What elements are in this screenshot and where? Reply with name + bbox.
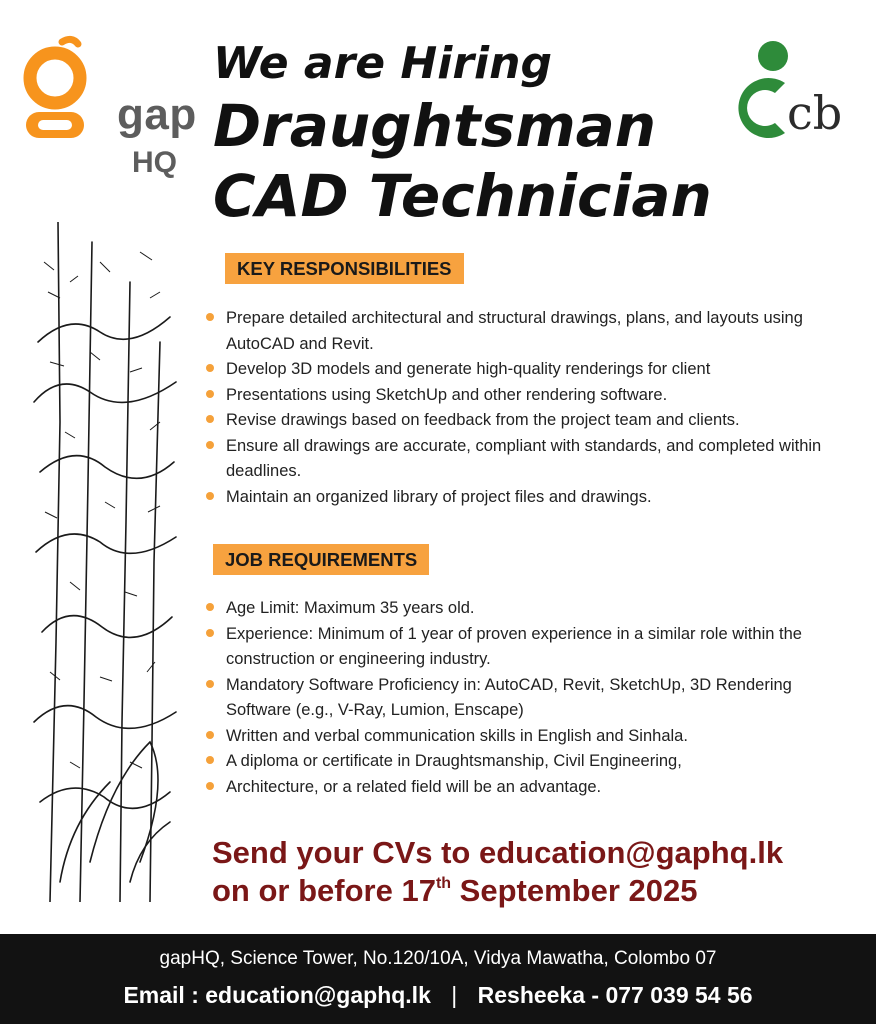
list-item: Maintain an organized library of project files and drawings. [205,485,835,511]
headline-hiring: We are Hiring [213,38,552,89]
job-requirements-list [205,596,835,800]
gaphq-logo [22,34,197,179]
gaphq-logo-sub: HQ [132,146,177,179]
list-item: A diploma or certificate in Draughtsmanship, Civil Engineering, [205,749,835,775]
cta-deadline [212,873,697,909]
gaphq-g-mark [22,34,92,144]
cta-send-cv: Send your CVs to education@gaphq.lk [212,835,784,870]
footer [0,934,876,1024]
list-item: Presentations using SketchUp and other rendering software. [205,383,835,409]
icb-mark [735,38,795,148]
gaphq-logo-word: gap [117,90,197,139]
footer-email: education@gaphq.lk [205,982,431,1008]
list-item: Age Limit: Maximum 35 years old. [205,596,835,622]
job-requirements-heading: JOB REQUIREMENTS [213,544,429,575]
foliage-illustration [30,222,180,902]
cta-deadline-suffix: September 2025 [451,873,698,908]
footer-phone-contact: Resheeka - 077 039 54 56 [477,982,753,1008]
headline-role-1: Draughtsman [213,92,657,160]
cta-deadline-prefix: on or before 17 [212,873,436,908]
cta-deadline-ordinal: th [435,875,452,892]
list-item: Mandatory Software Proficiency in: AutoCAD, Revit, SketchUp, 3D Rendering Software (e.g., V-Ray, Lumion, Enscape) [205,673,835,724]
key-responsibilities-list [205,306,835,510]
footer-address: gapHQ, Science Tower, No.120/10A, Vidya Mawatha, Colombo 07 [159,948,717,969]
list-item: Revise drawings based on feedback from the project team and clients. [205,408,835,434]
list-item: Written and verbal communication skills in English and Sinhala. [205,724,835,750]
list-item: Develop 3D models and generate high-quality renderings for client [205,357,835,383]
headline-role-2: CAD Technician [213,162,712,230]
list-item: Architecture, or a related field will be an advantage. [205,775,835,801]
list-item: Ensure all drawings are accurate, compliant with standards, and completed within deadlines. [205,434,835,485]
icb-logo-text: cb [787,86,843,140]
list-item: Experience: Minimum of 1 year of proven experience in a similar role within the construction or engineering industry. [205,622,835,673]
key-responsibilities-heading: KEY RESPONSIBILITIES [225,253,464,284]
footer-separator: | [451,982,458,1008]
footer-contact [0,982,876,1009]
footer-email-label: Email : [123,982,199,1008]
icb-logo [735,38,855,148]
list-item: Prepare detailed architectural and structural drawings, plans, and layouts using AutoCAD and Revit. [205,306,835,357]
